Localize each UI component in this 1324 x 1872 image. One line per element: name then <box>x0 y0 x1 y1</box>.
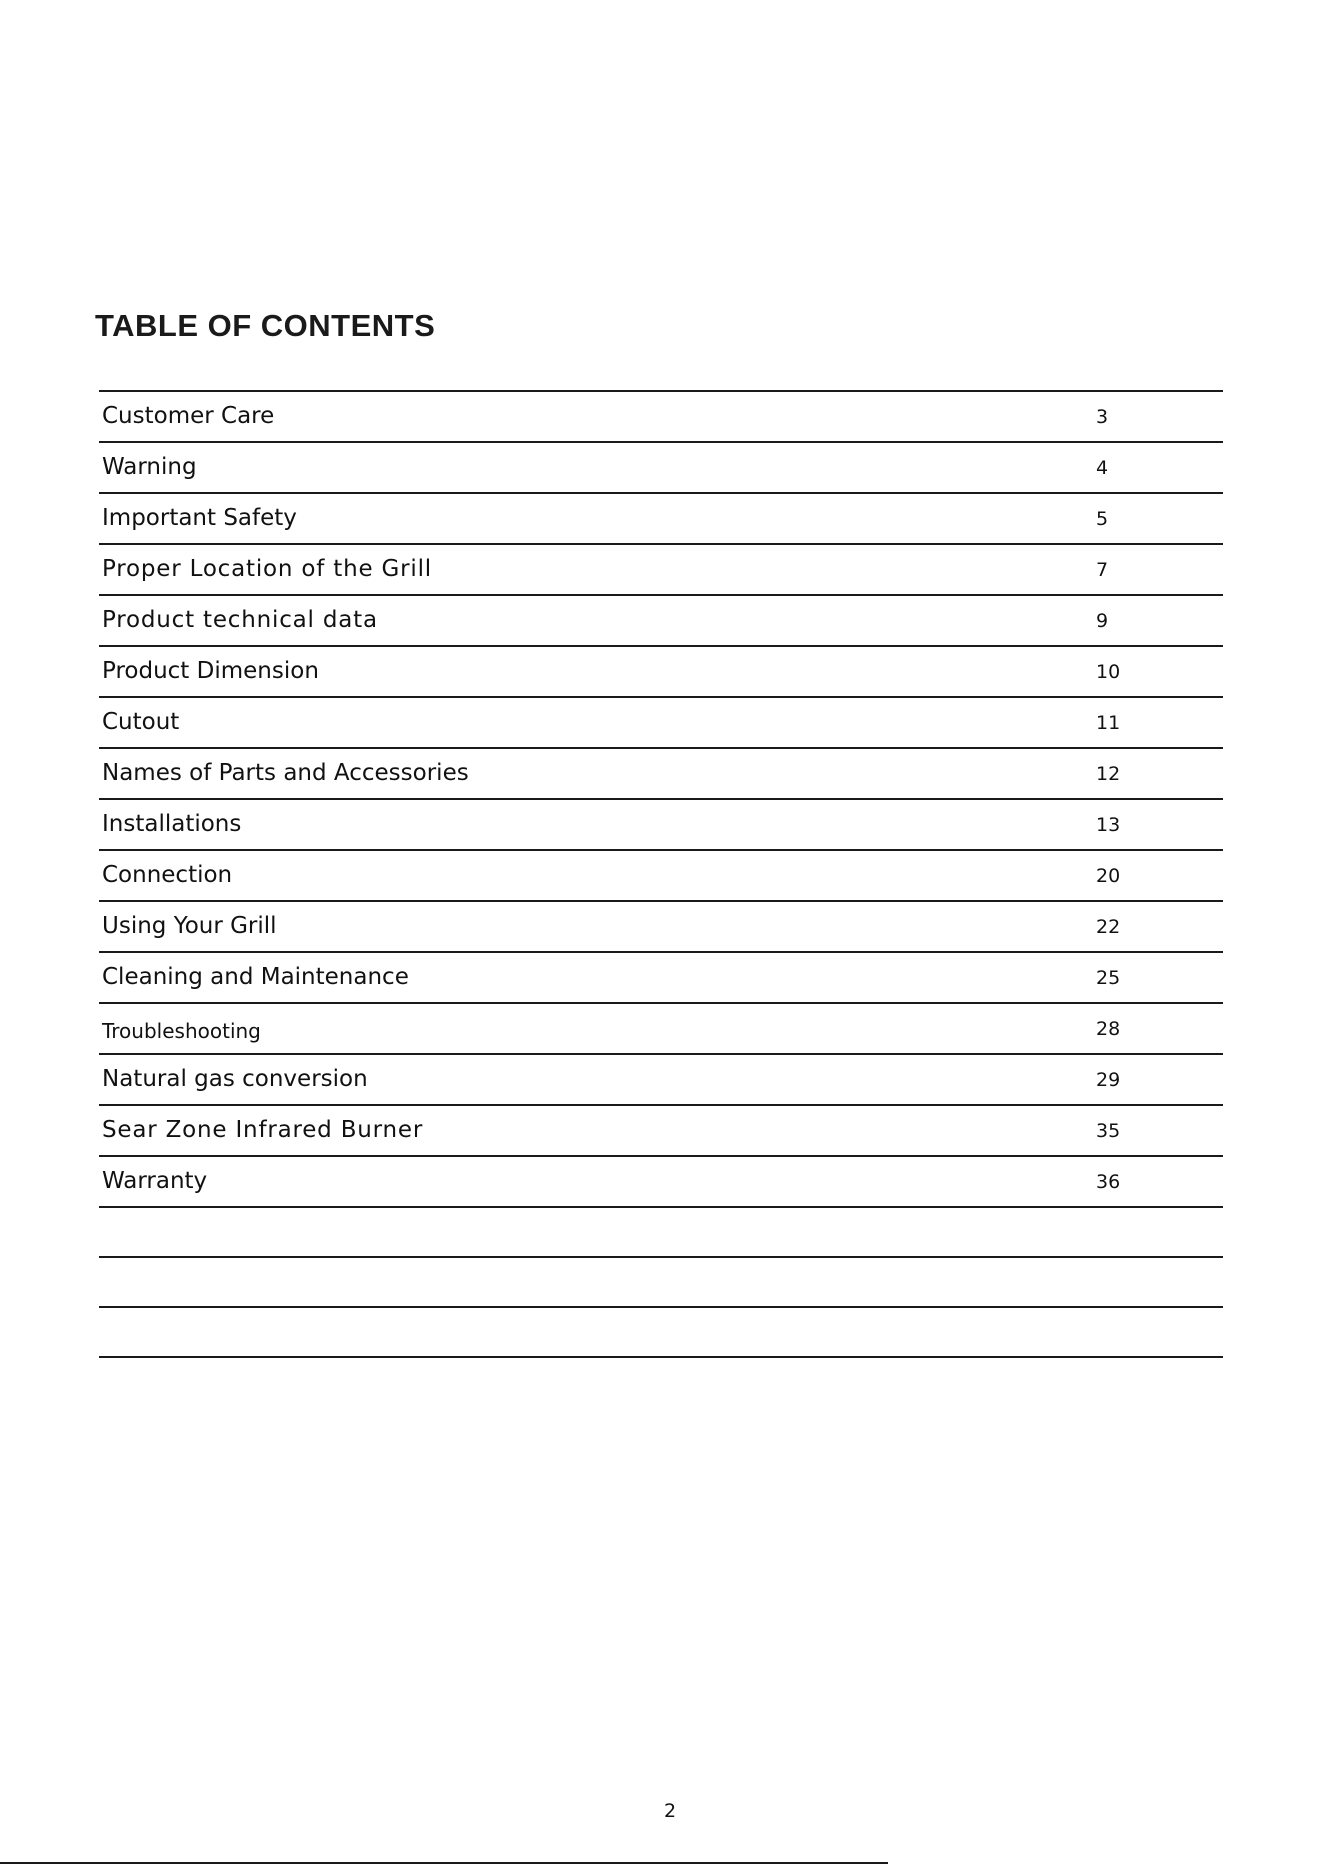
toc-entry-page: 5 <box>1096 508 1109 530</box>
toc-entry-label: Using Your Grill <box>102 913 277 939</box>
table-of-contents <box>99 390 1223 1358</box>
toc-entry-page: 25 <box>1096 967 1121 989</box>
toc-entry-page: 22 <box>1096 916 1121 938</box>
toc-entry <box>99 596 1223 647</box>
toc-entry-label: Customer Care <box>102 403 275 429</box>
toc-entry <box>99 1004 1223 1055</box>
toc-entry <box>99 902 1223 953</box>
toc-entry-page: 28 <box>1096 1018 1121 1040</box>
toc-entry <box>99 545 1223 596</box>
toc-entry <box>99 1055 1223 1106</box>
toc-entry-label: Cutout <box>102 709 180 735</box>
toc-entry-page: 13 <box>1096 814 1121 836</box>
toc-entry-label: Connection <box>102 862 233 888</box>
toc-entry <box>99 1157 1223 1208</box>
toc-entry-label: Product Dimension <box>102 658 319 684</box>
toc-entry <box>99 443 1223 494</box>
toc-blank-row <box>99 1208 1223 1258</box>
toc-entry-label: Important Safety <box>102 505 297 531</box>
toc-entry-label: Proper Location of the Grill <box>102 556 432 582</box>
toc-entry-label: Warning <box>102 454 197 480</box>
toc-entry-label: Names of Parts and Accessories <box>102 760 469 786</box>
toc-entry-page: 9 <box>1096 610 1109 632</box>
toc-entry-label: Product technical data <box>102 607 378 633</box>
toc-entry-page: 7 <box>1096 559 1109 581</box>
footer-divider <box>0 1862 888 1864</box>
toc-entry-page: 4 <box>1096 457 1109 479</box>
toc-entry <box>99 953 1223 1004</box>
toc-entry-page: 11 <box>1096 712 1121 734</box>
toc-entry <box>99 800 1223 851</box>
toc-entry <box>99 1106 1223 1157</box>
toc-entry <box>99 698 1223 749</box>
toc-entry-label: Cleaning and Maintenance <box>102 964 409 990</box>
toc-entry <box>99 851 1223 902</box>
toc-entry-label: Warranty <box>102 1168 208 1194</box>
page-title: TABLE OF CONTENTS <box>95 308 436 343</box>
toc-entry-page: 36 <box>1096 1171 1121 1193</box>
toc-entry-label: Natural gas conversion <box>102 1066 368 1092</box>
toc-blank-row <box>99 1308 1223 1358</box>
toc-entry-label: Installations <box>102 811 242 837</box>
toc-entry <box>99 392 1223 443</box>
toc-entry-page: 12 <box>1096 763 1121 785</box>
toc-entry <box>99 494 1223 545</box>
toc-entry-label: Troubleshooting <box>102 1019 261 1043</box>
toc-entry-page: 20 <box>1096 865 1121 887</box>
toc-entry <box>99 749 1223 800</box>
toc-entry-label: Sear Zone Infrared Burner <box>102 1117 424 1143</box>
toc-entry <box>99 647 1223 698</box>
toc-blank-row <box>99 1258 1223 1308</box>
toc-entry-page: 29 <box>1096 1069 1121 1091</box>
toc-entry-page: 10 <box>1096 661 1121 683</box>
toc-entry-page: 3 <box>1096 406 1109 428</box>
toc-entry-page: 35 <box>1096 1120 1121 1142</box>
page-number: 2 <box>663 1800 677 1822</box>
